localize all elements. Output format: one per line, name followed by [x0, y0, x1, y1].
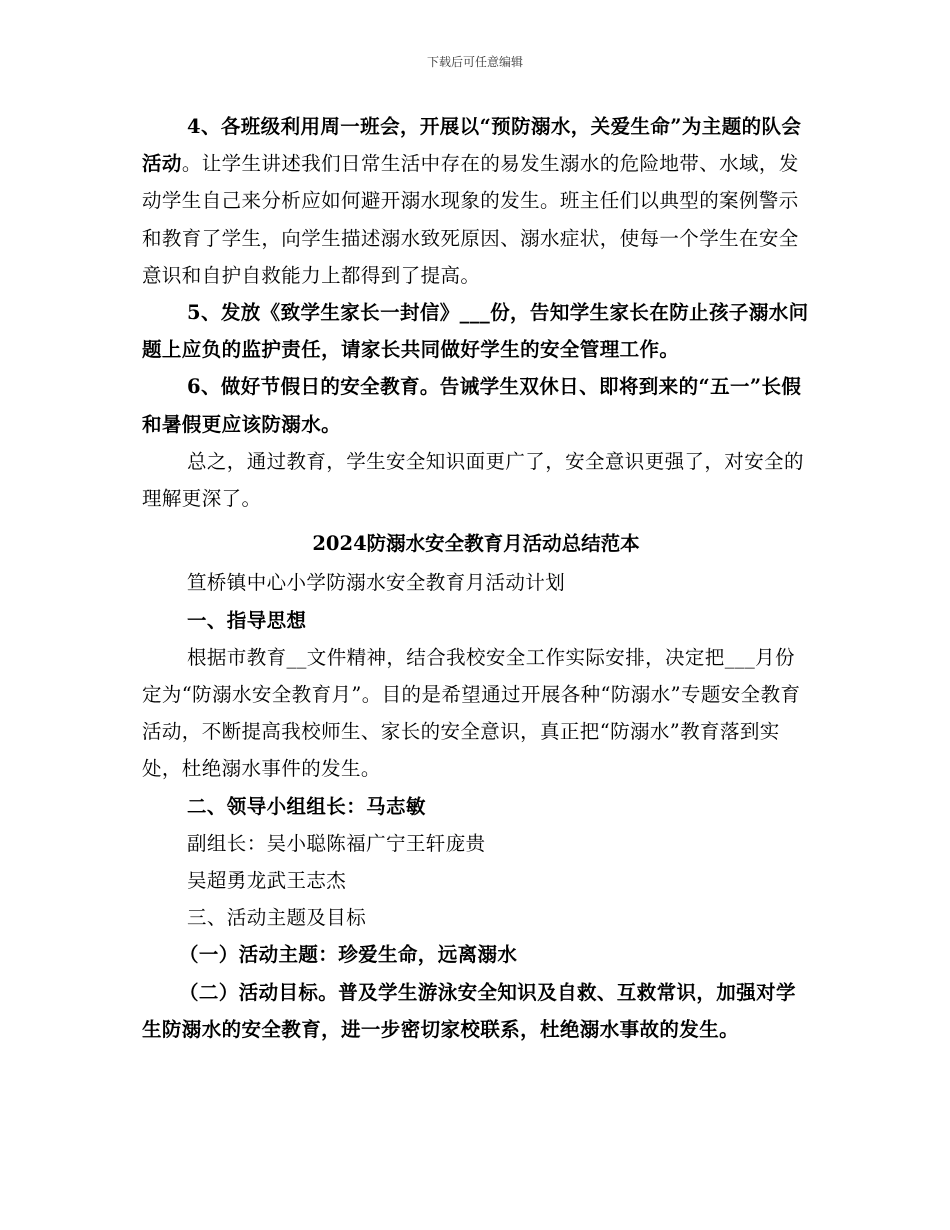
page-header: 下载后可任意编辑: [426, 55, 523, 69]
item-4-text: 。让学生讲述我们日常生活中存在的易发生溺水的危险地带、水域，发动学生自己来分析应如何避开溺水现象的发生。班主任们以典型的案例警示和教育了学生，向学生描述溺水致死原因、溺水症状，使每一个学生在安全意识和自护自救能力上都得到了提高。: [142, 152, 799, 287]
document-title: 2024防溺水安全教育月活动总结范本: [312, 532, 640, 556]
section-1-heading: 一、指导思想: [187, 608, 307, 632]
paragraph-item-6: 6、做好节假日的安全教育。告诫学生双休日、即将到来的“五一”长假和暑假更应该防溺水。: [142, 375, 802, 436]
activity-goal: （二）活动目标。普及学生游泳安全知识及自救、互救常识，加强对学生防溺水的安全教育，进一步密切家校联系，杜绝溺水事故的发生。: [142, 980, 796, 1041]
item-4-bold-lead: 4、各班级利用周一班会，开展以“预防溺水，关爱生命”为主题的队会活动: [142, 115, 802, 176]
plan-title: 笪桥镇中心小学防溺水安全教育月活动计划: [187, 571, 566, 595]
section-1-body: 根据市教育__文件精神，结合我校安全工作实际安排，决定把___月份定为“防溺水安全教育月”。目的是希望通过开展各种“防溺水”专题安全教育活动，不断提高我校师生、家长的安全意识，真正把“防溺水”教育落到实处，杜绝溺水事件的发生。: [142, 645, 801, 781]
vice-leaders: 副组长：吴小聪陈福广宁王轩庞贵: [187, 831, 486, 855]
summary-paragraph: 总之，通过教育，学生安全知识面更广了，安全意识更强了，对安全的理解更深了。: [142, 449, 804, 511]
paragraph-item-4: [142, 108, 810, 294]
document-body: [142, 108, 810, 1048]
paragraph-item-5: 5、发放《致学生家长一封信》___份，告知学生家长在防止孩子溺水问题上应负的监护责任，请家长共同做好学生的安全管理工作。: [142, 301, 809, 362]
section-3-heading: 三、活动主题及目标: [187, 906, 367, 930]
activity-theme: （一）活动主题：珍爱生命，远离溺水: [179, 943, 518, 967]
section-2-heading: 二、领导小组组长：马志敏: [187, 794, 426, 818]
group-members: 吴超勇龙武王志杰: [187, 869, 347, 893]
